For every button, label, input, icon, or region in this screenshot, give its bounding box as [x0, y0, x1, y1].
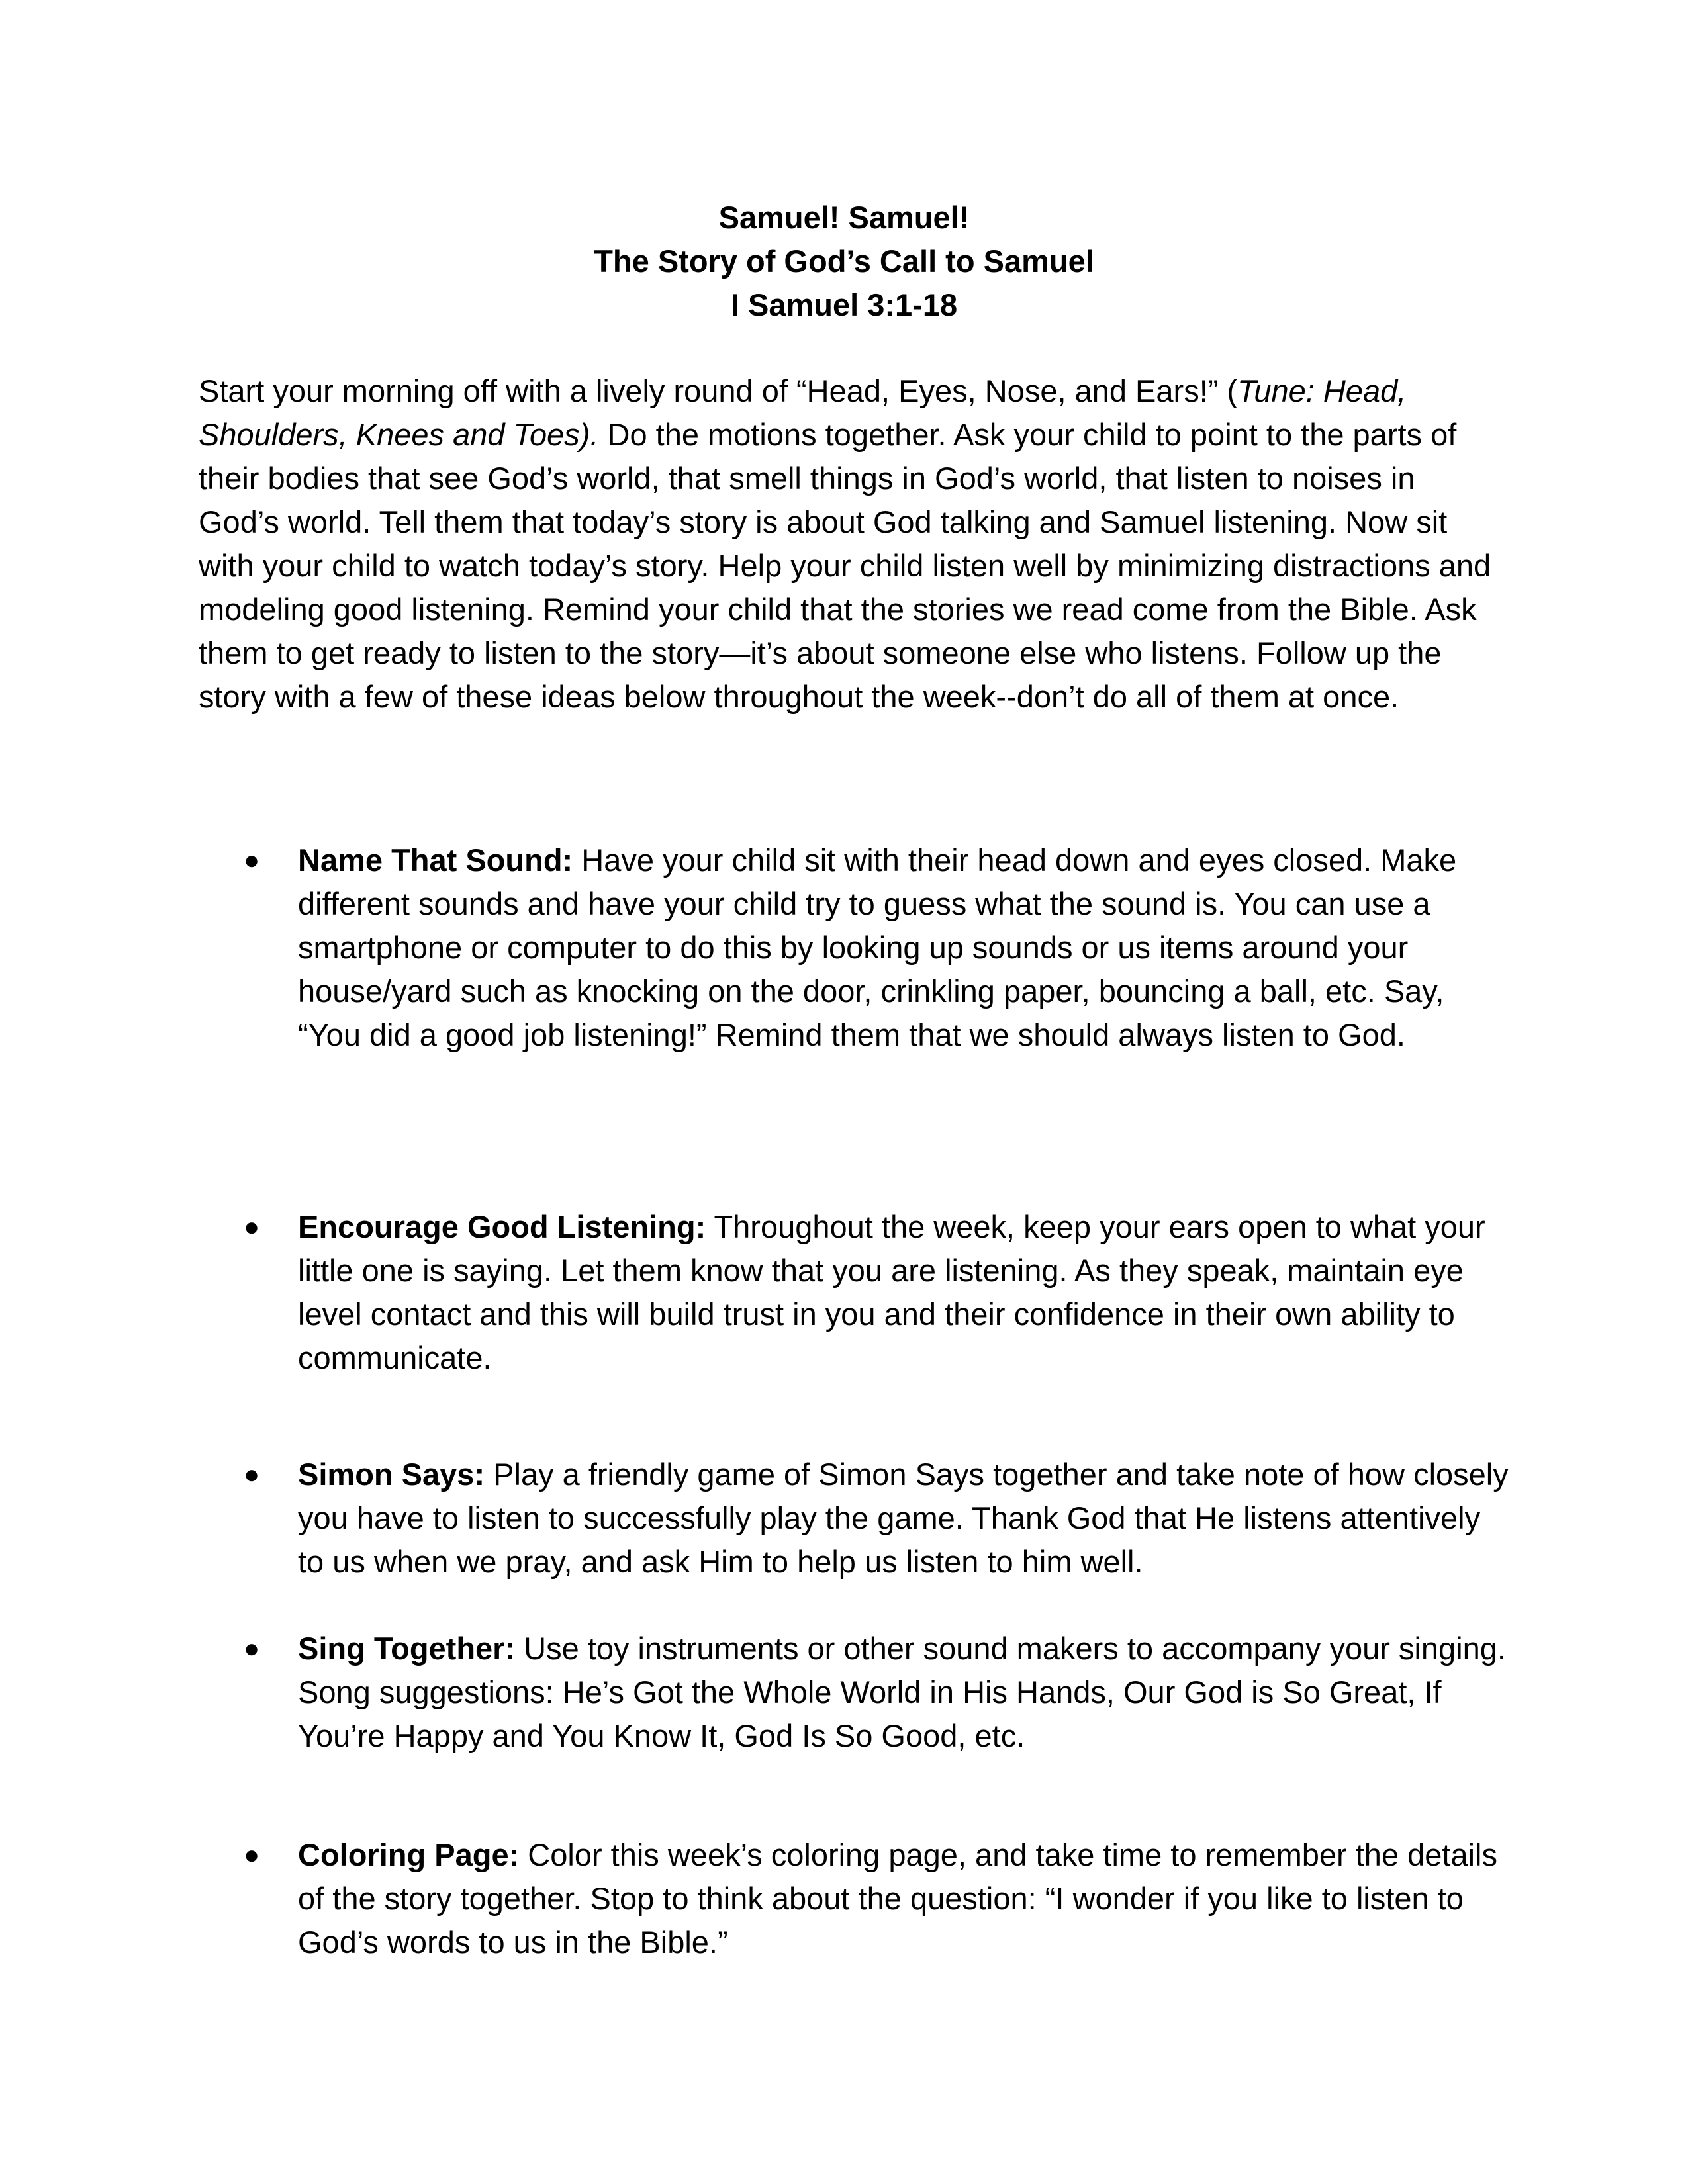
activity-simon-says	[244, 1453, 1509, 1584]
bullet-icon: ●	[244, 1634, 260, 1663]
intro-text-rest: Do the motions together. Ask your child to point to the parts of their bodies that see God’s world, that smell things in God’s world, that listen to noises in God’s world. Tell them that today’s story is about God talking and Samuel listening. Now sit with your child to watch today’s story. Help your child listen well by minimizing distractions and modeling good listening. Remind your child that the stories we read come from the Bible. Ask them to get ready to listen to the story—it’s about someone else who listens. Follow up the story with a few of these ideas below throughout the week--don’t do all of them at once.	[199, 417, 1491, 714]
activity-label: Simon Says:	[298, 1457, 485, 1492]
bullet-icon: ●	[244, 1460, 260, 1489]
bullet-icon: ●	[244, 846, 260, 875]
activity-name-that-sound	[244, 839, 1509, 1057]
activity-text: Have your child sit with their head down and eyes closed. Make different sounds and have your child try to guess what the sound is. You can use a smartphone or computer to do this by looking up sounds or us items around your house/yard such as knocking on the door, crinkling paper, bouncing a ball, etc. Say, “You did a good job listening!” Remind them that we should always listen to God.	[298, 842, 1457, 1052]
page-title: Samuel! Samuel!	[718, 200, 970, 235]
activity-text: Play a friendly game of Simon Says together and take note of how closely you have to listen to successfully play the game. Thank God that He listens attentively to us when we pray, and ask Him to help us listen to him well.	[298, 1457, 1509, 1579]
activity-label: Name That Sound:	[298, 842, 573, 878]
intro-text-start: Start your morning off with a lively round of “Head, Eyes, Nose, and Ears!” (	[199, 373, 1238, 408]
page-subtitle: The Story of God’s Call to Samuel	[594, 244, 1094, 279]
intro-paragraph	[199, 369, 1496, 719]
activity-text: Throughout the week, keep your ears open to what your little one is saying. Let them know that you are listening. As they speak, maintain eye level contact and this will build trust in you and their confidence in their own ability to communicate.	[298, 1209, 1485, 1375]
bullet-icon: ●	[244, 1841, 260, 1870]
scripture-reference: I Samuel 3:1-18	[730, 287, 958, 322]
activity-label: Encourage Good Listening:	[298, 1209, 706, 1244]
activity-label: Sing Together:	[298, 1631, 516, 1666]
activity-label: Coloring Page:	[298, 1837, 520, 1872]
activity-text: Use toy instruments or other sound makers to accompany your singing. Song suggestions: He’s Got the Whole World in His Hands, Our God is So Great, If You’re Happy and You Know It, God Is So Good, etc.	[298, 1631, 1506, 1753]
activity-encourage-good-listening	[244, 1205, 1509, 1380]
activity-sing-together	[244, 1627, 1509, 1758]
activity-coloring-page	[244, 1833, 1509, 1964]
bullet-icon: ●	[244, 1212, 260, 1242]
title-block	[0, 196, 1688, 327]
activity-text: Color this week’s coloring page, and take time to remember the details of the story together. Stop to think about the question: “I wonder if you like to listen to God’s words to us in the Bible.”	[298, 1837, 1498, 1960]
intro-tune-note: Tune: Head, Shoulders, Knees and Toes).	[199, 373, 1407, 452]
